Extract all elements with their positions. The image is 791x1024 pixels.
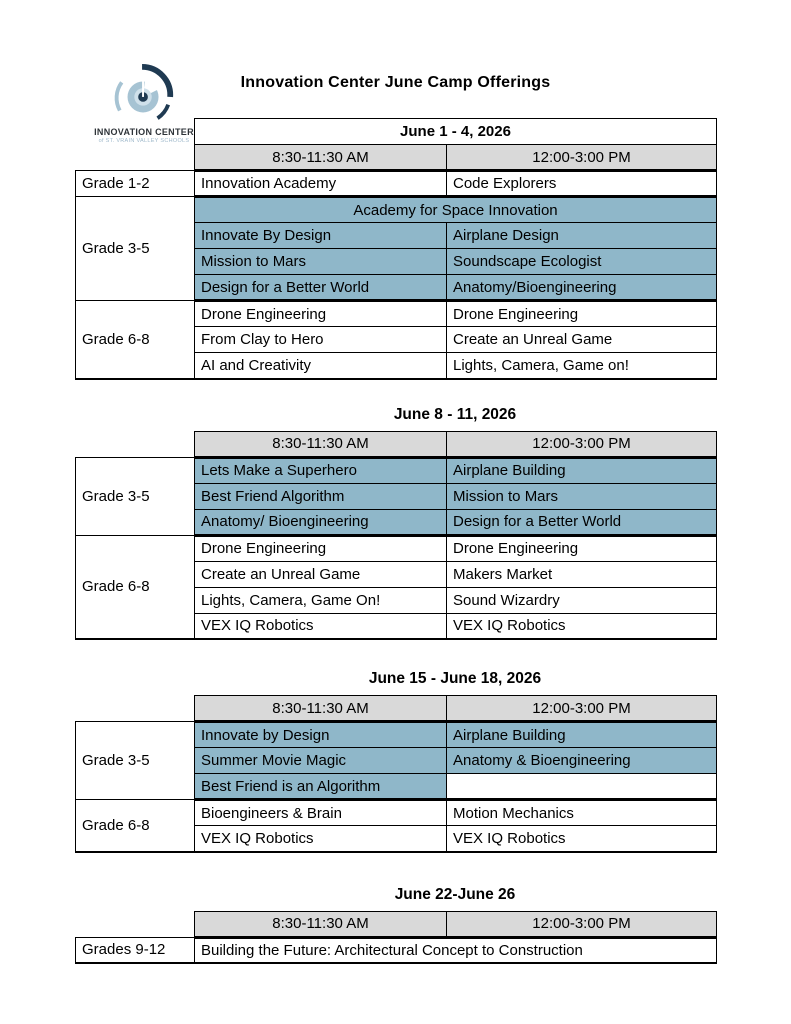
course-cell-am: Innovate By Design (195, 223, 447, 249)
course-cell-pm: Sound Wizardry (447, 587, 717, 613)
tables-container (75, 118, 716, 964)
course-cell-pm: Anatomy & Bioengineering (447, 748, 717, 774)
course-cell-pm (447, 774, 717, 800)
week-date-heading: June 8 - 11, 2026 (393, 405, 517, 423)
ghost-cell (76, 431, 195, 457)
course-cell-am: Design for a Better World (195, 275, 447, 301)
week-date-heading: June 1 - 4, 2026 (195, 119, 717, 145)
course-cell-pm: Lights, Camera, Game on! (447, 353, 717, 379)
course-cell-am: Create an Unreal Game (195, 561, 447, 587)
week-date-heading: June 15 - June 18, 2026 (368, 670, 542, 687)
course-cell-am: From Clay to Hero (195, 327, 447, 353)
course-cell-am: Summer Movie Magic (195, 748, 447, 774)
course-cell-pm: Anatomy/Bioengineering (447, 275, 717, 301)
time-column-am: 8:30-11:30 AM (195, 696, 447, 722)
camp-schedule-table (75, 911, 717, 965)
course-cell-pm: Soundscape Ecologist (447, 249, 717, 275)
grade-cell: Grade 6-8 (76, 800, 195, 852)
ghost-cell (76, 119, 195, 145)
course-cell-am: Innovate by Design (195, 722, 447, 748)
camp-schedule-table (75, 695, 717, 853)
course-cell-span: Building the Future: Architectural Concept to Construction (195, 937, 717, 963)
course-cell-pm: VEX IQ Robotics (447, 826, 717, 852)
course-cell-pm: Design for a Better World (447, 509, 717, 535)
time-column-am: 8:30-11:30 AM (195, 145, 447, 171)
course-cell-pm: Drone Engineering (447, 301, 717, 327)
logo-name: INNOVATION CENTER (94, 127, 194, 137)
ghost-cell (76, 696, 195, 722)
week-date-heading: June 22-June 26 (394, 885, 516, 903)
camp-schedule-table (75, 431, 717, 641)
camp-week-block (75, 118, 716, 380)
course-cell-am: Lights, Camera, Game On! (195, 587, 447, 613)
grade-cell: Grade 3-5 (76, 722, 195, 800)
time-column-pm: 12:00-3:00 PM (447, 431, 717, 457)
course-cell-am: VEX IQ Robotics (195, 613, 447, 639)
grade-cell: Grade 6-8 (76, 535, 195, 639)
grade-cell: Grade 3-5 (76, 457, 195, 535)
course-cell-pm: Airplane Design (447, 223, 717, 249)
ghost-cell (76, 145, 195, 171)
course-cell-pm: Code Explorers (447, 171, 717, 197)
course-cell-am: Drone Engineering (195, 535, 447, 561)
course-cell-am: Anatomy/ Bioengineering (195, 509, 447, 535)
grade-cell: Grade 6-8 (76, 301, 195, 379)
course-cell-pm: Airplane Building (447, 457, 717, 483)
ghost-cell (76, 911, 195, 937)
course-cell-pm: VEX IQ Robotics (447, 613, 717, 639)
page-title: Innovation Center June Camp Offerings (240, 74, 551, 91)
grade-cell: Grades 9-12 (76, 937, 195, 963)
time-column-am: 8:30-11:30 AM (195, 911, 447, 937)
time-column-pm: 12:00-3:00 PM (447, 696, 717, 722)
course-cell-pm: Create an Unreal Game (447, 327, 717, 353)
course-cell-am: AI and Creativity (195, 353, 447, 379)
time-column-am: 8:30-11:30 AM (195, 431, 447, 457)
course-cell-pm: Motion Mechanics (447, 800, 717, 826)
camp-week-block (75, 670, 716, 853)
course-cell-span: Academy for Space Innovation (195, 197, 717, 223)
course-cell-am: Best Friend Algorithm (195, 483, 447, 509)
course-cell-pm: Drone Engineering (447, 535, 717, 561)
logo-tagline: of ST. VRAIN VALLEY SCHOOLS (98, 138, 190, 144)
camp-week-block (75, 406, 716, 641)
course-cell-pm: Mission to Mars (447, 483, 717, 509)
course-cell-am: VEX IQ Robotics (195, 826, 447, 852)
course-cell-am: Mission to Mars (195, 249, 447, 275)
course-cell-pm: Makers Market (447, 561, 717, 587)
time-column-pm: 12:00-3:00 PM (447, 145, 717, 171)
course-cell-am: Drone Engineering (195, 301, 447, 327)
course-cell-pm: Airplane Building (447, 722, 717, 748)
course-cell-am: Best Friend is an Algorithm (195, 774, 447, 800)
course-cell-am: Lets Make a Superhero (195, 457, 447, 483)
course-cell-am: Bioengineers & Brain (195, 800, 447, 826)
course-cell-am: Innovation Academy (195, 171, 447, 197)
grade-cell: Grade 1-2 (76, 171, 195, 197)
grade-cell: Grade 3-5 (76, 197, 195, 301)
time-column-pm: 12:00-3:00 PM (447, 911, 717, 937)
camp-week-block (75, 886, 716, 965)
camp-schedule-table (75, 118, 717, 380)
